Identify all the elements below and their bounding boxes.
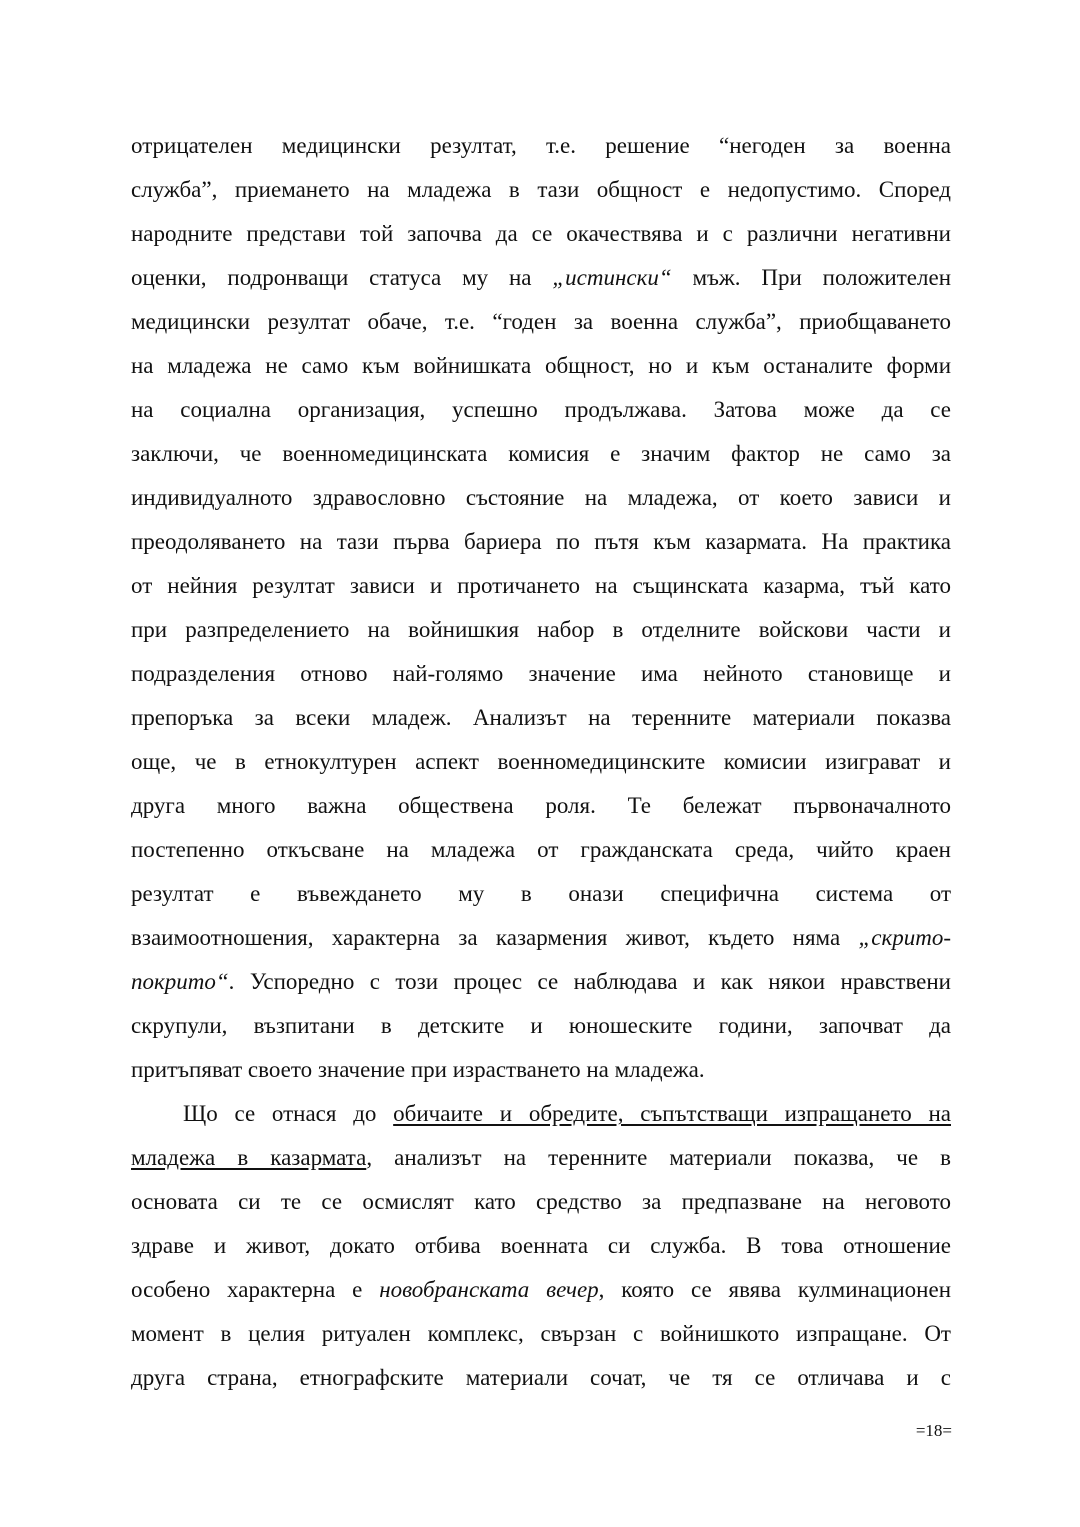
text-line xyxy=(131,960,951,1004)
text-line xyxy=(131,740,951,784)
text-segment: оценки, подронващи статуса му на xyxy=(131,265,553,290)
text-line xyxy=(131,1224,951,1268)
text-segment: отрицателен медицински резултат, т.е. решение “негоден за военна xyxy=(131,133,951,158)
text-segment: народните представи той започва да се окачествява и с различни негативни xyxy=(131,221,951,246)
text-line xyxy=(131,476,951,520)
text-line xyxy=(131,1092,951,1136)
text-line xyxy=(131,212,951,256)
text-line xyxy=(131,1004,951,1048)
text-segment: особено характерна е xyxy=(131,1277,380,1302)
text-line xyxy=(131,784,951,828)
text-segment: резултат е въвеждането му в онази специфична система от xyxy=(131,881,951,906)
text-segment: служба”, приемането на младежа в тази общност е недопустимо. Според xyxy=(131,177,951,202)
emphasized-text: покрито“ xyxy=(131,969,229,994)
emphasized-text: „истински“ xyxy=(552,265,672,290)
text-line xyxy=(131,300,951,344)
text-line xyxy=(131,1312,951,1356)
text-line xyxy=(131,696,951,740)
underlined-text: младежа в казармата xyxy=(131,1145,367,1170)
text-line xyxy=(131,1136,951,1180)
text-segment: на младежа не само към войнишката общност, но и към останалите форми xyxy=(131,353,951,378)
text-line xyxy=(131,1356,951,1400)
text-segment: подразделения отново най-голямо значение има нейното становище и xyxy=(131,661,951,686)
underlined-text: обичаите и обредите, съпътстващи изпращането на xyxy=(393,1101,951,1126)
text-line xyxy=(131,520,951,564)
text-segment: медицински резултат обаче, т.е. “годен за военна служба”, приобщаването xyxy=(131,309,951,334)
text-segment: още, че в етнокултурен аспект военномедицинските комисии изиграват и xyxy=(131,749,951,774)
text-segment: при разпределението на войнишкия набор в отделните войскови части и xyxy=(131,617,951,642)
text-line xyxy=(131,124,951,168)
text-segment: , анализът на теренните материали показва, че в xyxy=(366,1145,951,1170)
text-segment: на социална организация, успешно продължава. Затова може да се xyxy=(131,397,951,422)
text-segment: Що се отнася до xyxy=(183,1101,394,1126)
text-segment: преодоляването на тази първа бариера по пътя към казармата. На практика xyxy=(131,529,951,554)
text-segment: скрупули, възпитани в детските и юношеските години, започват да xyxy=(131,1013,951,1038)
text-segment: от нейния резултат зависи и протичането на същинската казарма, тъй като xyxy=(131,573,951,598)
text-line xyxy=(131,432,951,476)
text-segment: препоръка за всеки младеж. Анализът на теренните материали показва xyxy=(131,705,951,730)
text-segment: , която се явява кулминационен xyxy=(598,1277,951,1302)
emphasized-text: „скрито- xyxy=(858,925,951,950)
text-line xyxy=(131,564,951,608)
text-line xyxy=(131,344,951,388)
text-segment: мъж. При положителен xyxy=(671,265,951,290)
emphasized-text: новобранската вечер xyxy=(379,1277,599,1302)
text-line xyxy=(131,652,951,696)
text-segment: друга страна, етнографските материали сочат, че тя се отличава и с xyxy=(131,1365,951,1390)
text-segment: основата си те се осмислят като средство за предпазване на неговото xyxy=(131,1189,951,1214)
text-line xyxy=(131,1268,951,1312)
body-text xyxy=(131,124,951,1400)
text-line xyxy=(131,608,951,652)
text-line xyxy=(131,256,951,300)
text-segment: друга много важна обществена роля. Те бележат първоначалното xyxy=(131,793,951,818)
text-segment: момент в целия ритуален комплекс, свързан с войнишкото изпращане. От xyxy=(131,1321,951,1346)
page-number: =18= xyxy=(915,1421,952,1440)
text-segment: здраве и живот, докато отбива военната си служба. В това отношение xyxy=(131,1233,951,1258)
text-line xyxy=(131,916,951,960)
text-line xyxy=(131,1048,951,1092)
text-segment: заключи, че военномедицинската комисия е значим фактор не само за xyxy=(131,441,951,466)
text-line xyxy=(131,388,951,432)
text-segment: индивидуалното здравословно състояние на младежа, от което зависи и xyxy=(131,485,951,510)
text-segment: притъпяват своето значение при израстването на младежа. xyxy=(131,1057,705,1082)
text-segment: . Успоредно с този процес се наблюдава и как някои нравствени xyxy=(228,969,951,994)
text-segment: взаимоотношения, характерна за казармения живот, където няма xyxy=(131,925,859,950)
text-line xyxy=(131,828,951,872)
text-line xyxy=(131,168,951,212)
text-line xyxy=(131,872,951,916)
text-line xyxy=(131,1180,951,1224)
text-segment: постепенно откъсване на младежа от гражданската среда, чийто краен xyxy=(131,837,951,862)
